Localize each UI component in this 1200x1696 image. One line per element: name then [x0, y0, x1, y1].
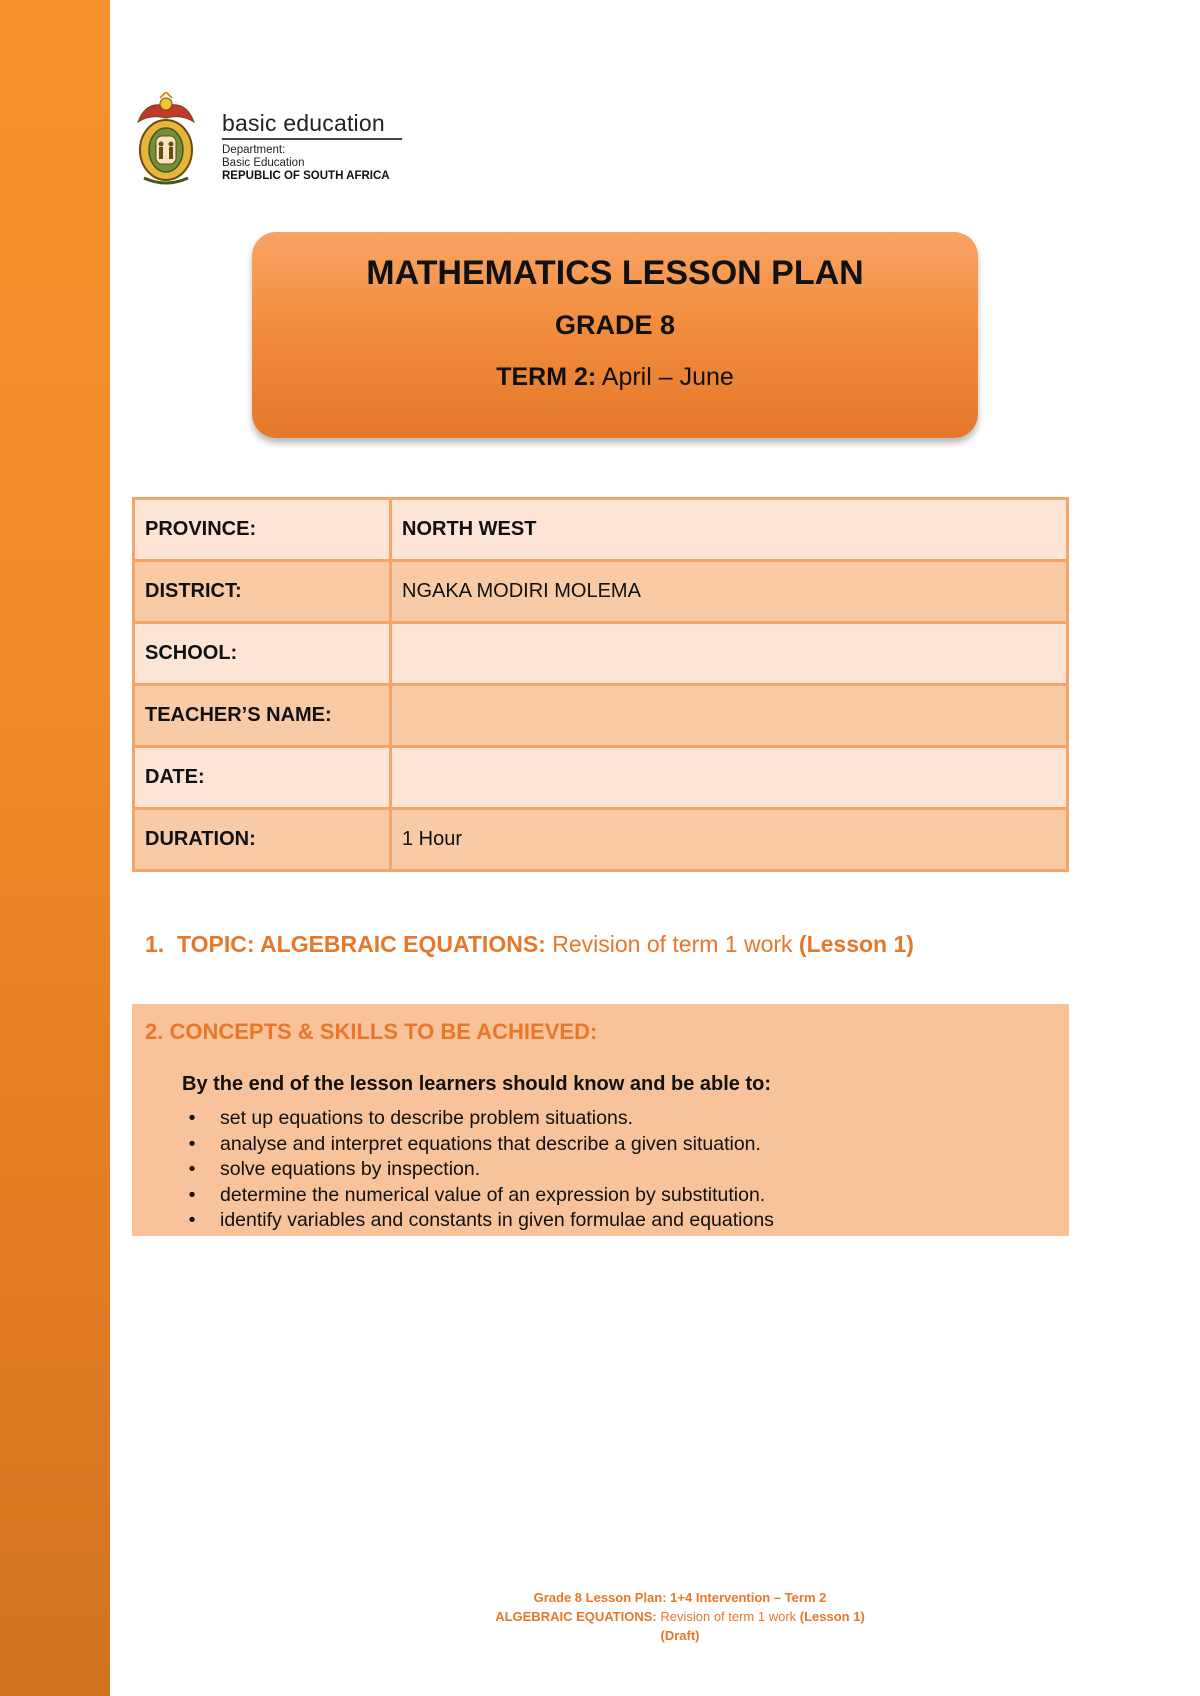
- coat-of-arms-icon: [130, 92, 202, 188]
- province-label: PROVINCE:: [134, 499, 391, 561]
- duration-label: DURATION:: [134, 809, 391, 871]
- logo-brand: basic education: [222, 110, 385, 136]
- logo-rule: [222, 138, 402, 140]
- bullet-icon: •: [188, 1183, 196, 1206]
- concepts-list: [182, 1106, 774, 1234]
- topic-heading: [145, 931, 914, 958]
- grade-title: GRADE 8: [554, 310, 676, 340]
- footer-topic: ALGEBRAIC EQUATIONS:: [495, 1609, 657, 1624]
- dbe-logo: [130, 92, 420, 192]
- title-banner: [252, 232, 978, 438]
- list-item: [182, 1157, 774, 1183]
- topic-number: 1.: [145, 931, 165, 957]
- footer-line-1: [430, 1588, 930, 1607]
- logo-department: Department:: [222, 144, 286, 156]
- date-value: [391, 747, 1068, 809]
- date-label: DATE:: [134, 747, 391, 809]
- district-label: DISTRICT:: [134, 561, 391, 623]
- logo-country: REPUBLIC OF SOUTH AFRICA: [222, 170, 390, 182]
- school-label: SCHOOL:: [134, 623, 391, 685]
- list-item-text: identify variables and constants in given formulae and equations: [220, 1209, 774, 1231]
- list-item-text: solve equations by inspection.: [220, 1158, 481, 1180]
- footer-line-2: [430, 1607, 930, 1626]
- list-item: [182, 1106, 774, 1132]
- bullet-icon: •: [188, 1107, 196, 1129]
- list-item-text: determine the numerical value of an expression by substitution.: [220, 1183, 766, 1206]
- concepts-lead: By the end of the lesson learners should know and be able to:: [182, 1073, 771, 1095]
- bullet-icon: •: [188, 1132, 196, 1155]
- table-row-province: [134, 499, 1068, 561]
- table-row-duration: [134, 809, 1068, 871]
- document-title: MATHEMATICS LESSON PLAN: [366, 254, 864, 292]
- bullet-icon: •: [188, 1158, 196, 1180]
- footer-draft: (Draft): [660, 1628, 700, 1643]
- info-table: [132, 497, 1069, 872]
- list-item: [182, 1132, 774, 1158]
- table-row-date: [134, 747, 1068, 809]
- teacher-name-label: TEACHER’S NAME:: [134, 685, 391, 747]
- table-row-teacher: [134, 685, 1068, 747]
- district-value: NGAKA MODIRI MOLEMA: [391, 561, 1068, 623]
- footer-plan-title: Grade 8 Lesson Plan: 1+4 Intervention – Term 2: [533, 1590, 827, 1605]
- list-item: [182, 1208, 774, 1234]
- logo-basic-education: Basic Education: [222, 157, 305, 169]
- topic-label: TOPIC: ALGEBRAIC EQUATIONS:: [176, 931, 546, 957]
- topic-lesson: (Lesson 1): [798, 931, 914, 957]
- bullet-icon: •: [188, 1209, 196, 1231]
- list-item-text: set up equations to describe problem situations.: [220, 1107, 633, 1129]
- term-period: April – June: [596, 363, 734, 391]
- list-item-text: analyse and interpret equations that describe a given situation.: [220, 1132, 761, 1155]
- footer-description: Revision of term 1 work: [656, 1609, 800, 1624]
- list-item: [182, 1183, 774, 1209]
- concepts-heading: 2. CONCEPTS & SKILLS TO BE ACHIEVED:: [145, 1019, 598, 1044]
- term-title: [252, 363, 978, 392]
- page-footer: [430, 1588, 930, 1645]
- term-label: TERM 2:: [496, 363, 597, 391]
- topic-description: Revision of term 1 work: [545, 931, 799, 957]
- footer-line-3: [430, 1626, 930, 1645]
- school-value: [391, 623, 1068, 685]
- concepts-section: [132, 1004, 1069, 1236]
- table-row-school: [134, 623, 1068, 685]
- province-value: NORTH WEST: [391, 499, 1068, 561]
- footer-lesson: (Lesson 1): [799, 1609, 865, 1624]
- table-row-district: [134, 561, 1068, 623]
- duration-value: 1 Hour: [391, 809, 1068, 871]
- side-bar: [0, 0, 110, 1696]
- teacher-name-value: [391, 685, 1068, 747]
